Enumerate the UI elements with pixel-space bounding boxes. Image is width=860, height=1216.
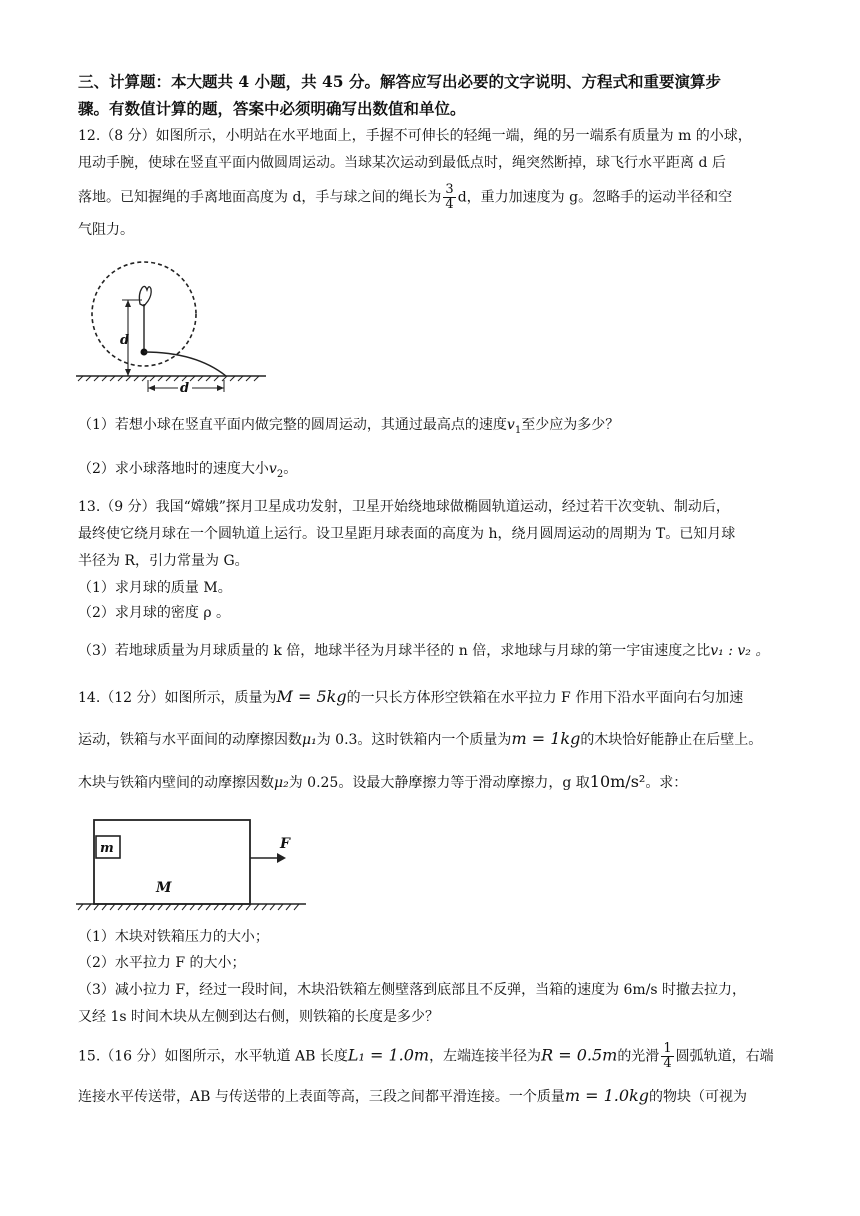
- q15-line-1-text-d: 圆弧轨道，右端: [675, 1048, 774, 1065]
- hand-icon: [139, 286, 151, 306]
- q15-fraction-numerator: 1: [663, 1041, 672, 1056]
- q15-radius-equation: R = 0.5m: [541, 1045, 618, 1065]
- q14-mass-block-equation: m = 1kg: [511, 729, 581, 748]
- q12-circular-motion-figure: [76, 252, 266, 392]
- q12-line-3: [78, 183, 732, 212]
- force-label: F: [280, 836, 290, 852]
- q12-fraction: [443, 183, 455, 212]
- q13-sub-3-ratio: v₁ : v₂ 。: [710, 643, 770, 659]
- q12-sub-1-text-b: 至少应为多少？: [521, 417, 620, 433]
- q13-sub-3: [78, 641, 769, 661]
- horizontal-dimension-arrow-right: [217, 385, 224, 391]
- q14-mu-1: μ₁: [302, 732, 317, 748]
- vertical-dimension-label: d: [120, 333, 130, 348]
- q12-line-3-text-b: d，重力加速度为 g。忽略手的运动半径和空: [457, 189, 733, 206]
- q15-line-1: [78, 1042, 774, 1071]
- q15-line-1-text-c: 的光滑: [617, 1048, 660, 1065]
- q14-line-2: [78, 729, 762, 750]
- trajectory-curve: [144, 352, 226, 376]
- horizontal-dimension-arrow-left: [148, 385, 155, 391]
- iron-box: [94, 820, 250, 904]
- q14-line-2-text-a: 运动，铁箱与水平面间的动摩擦因数: [78, 732, 302, 748]
- q14-line-3-text-a: 木块与铁箱内壁间的动摩擦因数: [78, 775, 274, 791]
- q12-sub-2-subscript: 2: [276, 468, 284, 480]
- q14-sub-1: （1）木块对铁箱压力的大小；: [78, 929, 269, 945]
- q12-sub-1-subscript: 1: [514, 424, 522, 436]
- q15-length-equation: L₁ = 1.0m: [347, 1045, 430, 1065]
- q14-line-2-text-c: 的木块恰好能静止在后壁上。: [580, 732, 763, 748]
- q14-mu-2: μ₂: [274, 775, 289, 791]
- q13-line-1: 13.（9 分）我国“嫦娥”探月卫星成功发射，卫星开始绕地球做椭圆轨道运动，经过若干次变轨、制动后，: [78, 499, 730, 515]
- q12-sub-2-symbol: v: [268, 461, 277, 477]
- q14-line-3-text-c: 。求：: [645, 775, 688, 791]
- q13-sub-1: （1）求月球的质量 M。: [78, 580, 232, 596]
- q12-fraction-numerator: 3: [445, 182, 454, 197]
- q15-fraction-denominator: 4: [663, 1056, 672, 1071]
- force-arrow-head: [277, 853, 286, 863]
- q14-line-1: [78, 687, 743, 708]
- q14-line-1-text-a: 14.（12 分）如图所示，质量为: [78, 690, 277, 706]
- q13-line-3: 半径为 R，引力常量为 G。: [78, 553, 249, 569]
- section-header-line-1: 三、计算题：本大题共 4 小题，共 45 分。解答应写出必要的文字说明、方程式和重要演算步: [78, 72, 721, 91]
- q15-line-1-text-a: 15.（16 分）如图所示，水平轨道 AB 长度: [78, 1048, 348, 1065]
- q15-line-1-text-b: ，左端连接半径为: [429, 1048, 542, 1065]
- q14-line-3: [78, 772, 687, 793]
- wood-block-label: m: [100, 841, 114, 856]
- horizontal-dimension-label: d: [180, 381, 190, 392]
- q15-line-2: [78, 1086, 747, 1107]
- q14-sub-3-line-1: （3）减小拉力 F，经过一段时间，木块沿铁箱左侧壁落到底部且不反弹，当箱的速度为 6m/s 时撤去拉力，: [78, 982, 747, 998]
- floor-hatching: [78, 904, 299, 910]
- q12-sub-2-text-a: （2）求小球落地时的速度大小: [78, 461, 269, 477]
- q14-line-2-text-b: 为 0.3。这时铁箱内一个质量为: [316, 732, 512, 748]
- q15-line-2-text-b: 的物块（可视为: [649, 1089, 747, 1105]
- q12-line-4: 气阻力。: [78, 222, 134, 238]
- q12-sub-2: [78, 459, 297, 485]
- q12-sub-1-text-a: （1）若想小球在竖直平面内做完整的圆周运动，其通过最高点的速度: [78, 417, 507, 433]
- q15-fraction: [661, 1042, 673, 1071]
- q13-sub-2: （2）求月球的密度 ρ 。: [78, 605, 231, 621]
- q13-sub-3-text-a: （3）若地球质量为月球质量的 k 倍，地球半径为月球半径的 n 倍，求地球与月球的第一宇宙速度之比: [78, 643, 711, 659]
- vertical-dimension-arrow-down: [125, 369, 131, 376]
- q12-line-3-text-a: 落地。已知握绳的手离地面高度为 d，手与球之间的绳长为: [78, 189, 442, 206]
- q12-sub-1-symbol: v: [506, 417, 515, 433]
- q12-line-2: 甩动手腕，使球在竖直平面内做圆周运动。当球某次运动到最低点时，绳突然断掉，球飞行水平距离 d 后: [78, 155, 726, 171]
- q12-line-1: 12.（8 分）如图所示，小明站在水平地面上，手握不可伸长的轻绳一端，绳的另一端系有质量为 m 的小球，: [78, 128, 752, 144]
- q14-line-3-text-b: 为 0.25。设最大静摩擦力等于滑动摩擦力，g 取: [288, 775, 590, 791]
- section-header-line-2: 骤。有数值计算的题，答案中必须明确写出数值和单位。: [78, 99, 466, 118]
- q12-fraction-denominator: 4: [445, 197, 454, 212]
- q14-box-figure: [76, 808, 306, 916]
- q14-line-1-text-b: 的一只长方体形空铁箱在水平拉力 F 作用下沿水平面向右匀加速: [346, 690, 744, 706]
- q15-mass-equation: m = 1.0kg: [564, 1086, 649, 1105]
- q14-sub-3-line-2: 又经 1s 时间木块从左侧到达右侧，则铁箱的长度是多少？: [78, 1009, 439, 1025]
- q15-line-2-text-a: 连接水平传送带，AB 与传送带的上表面等高，三段之间都平滑连接。一个质量: [78, 1089, 565, 1105]
- q14-mass-box-equation: M = 5kg: [276, 687, 347, 706]
- q12-sub-1: [78, 415, 619, 441]
- vertical-dimension-arrow-up: [125, 300, 131, 307]
- q14-gravity-value: 10m/s²: [589, 772, 646, 791]
- q13-line-2: 最终使它绕月球在一个圆轨道上运行。设卫星距月球表面的高度为 h，绕月圆周运动的周期为 T。已知月球: [78, 526, 736, 542]
- iron-box-label: M: [156, 880, 172, 896]
- q14-sub-2: （2）水平拉力 F 的大小；: [78, 955, 246, 971]
- q12-sub-2-text-b: 。: [283, 461, 298, 477]
